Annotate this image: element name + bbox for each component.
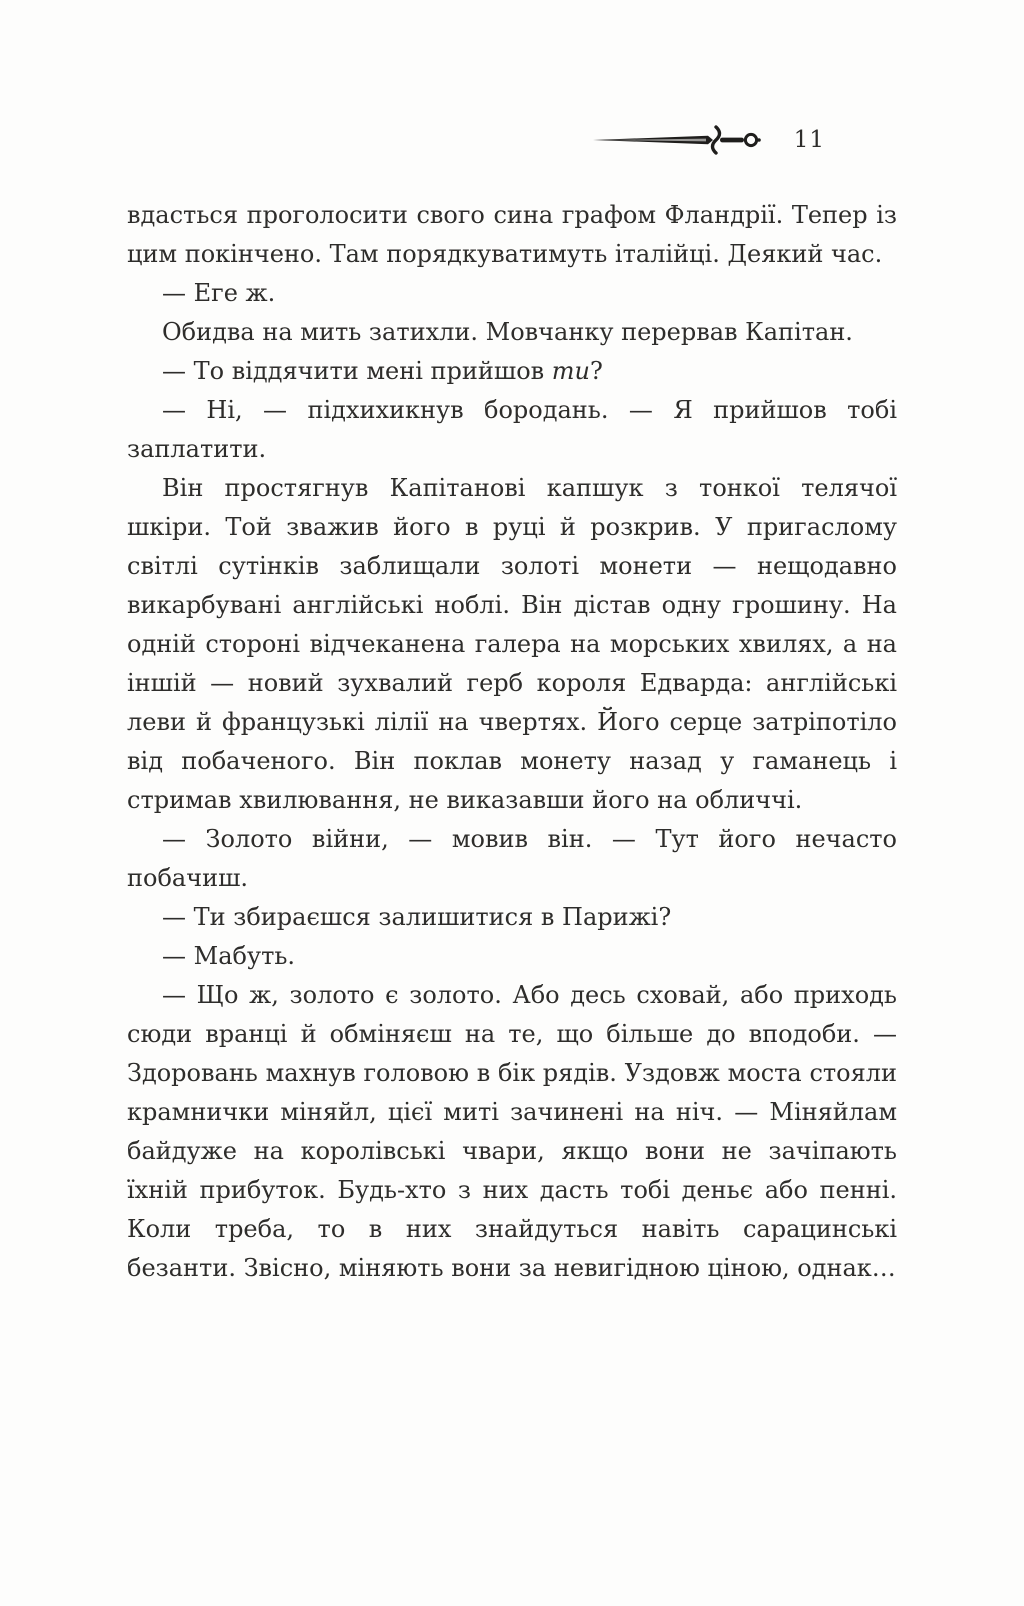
- paragraph: — Ні, — підхихикнув бородань. — Я прийшов тобі заплатити.: [127, 396, 897, 463]
- paragraph: Обидва на мить затихли. Мовчанку перервав Капітан.: [162, 318, 853, 346]
- paragraph: [127, 352, 897, 391]
- page-header: [127, 118, 897, 162]
- page-number: 11: [793, 126, 825, 153]
- paragraph: — Що ж, золото є золото. Або десь сховай, або приходь сюди вранці й обміняєш на те, що більше до вподоби. — Здоровань махнув головою в бік рядів. Уздовж моста стояли крамнички міняйл, цієї миті зачинені на ніч. — Міняйлам байдуже на королівські чвари, якщо вони не зачіпають їхній прибуток. Будь-хто з них дасть тобі деньє або пенні. Коли треба, то в них знайдуться навіть сарацинські безанти. Звісно, міняють вони за невигідною ціною, однак…: [127, 981, 897, 1282]
- emphasized-word: ти: [551, 357, 591, 385]
- sword-icon: [590, 122, 762, 158]
- paragraph: — Ти збираєшся залишитися в Парижі?: [162, 903, 672, 931]
- dialogue-text: — То віддячити мені прийшов: [162, 357, 552, 385]
- text-block: [127, 196, 897, 1288]
- paragraph: вдасться проголосити свого сина графом Фландрії. Тепер із цим покінчено. Там порядкуватимуть італійці. Деякий час.: [127, 201, 897, 268]
- paragraph: — Мабуть.: [162, 942, 296, 970]
- paragraph: — Золото війни, — мовив він. — Тут його нечасто побачиш.: [127, 825, 897, 892]
- paragraph: Він простягнув Капітанові капшук з тонкої телячої шкіри. Той зважив його в руці й розкрив. У пригаслому світлі сутінків заблищали золоті монети — нещодавно викарбувані англійські ноблі. Він дістав одну грошину. На одній стороні відчеканена галера на морських хвилях, а на іншій — новий зухвалий герб короля Едварда: англійські леви й французькі лілії на чвертях. Його серце затріпотіло від побаченого. Він поклав монету назад у гаманець і стримав хвилювання, не виказавши його на обличчі.: [127, 474, 897, 814]
- paragraph: — Еге ж.: [162, 279, 276, 307]
- dialogue-text: ?: [590, 357, 603, 385]
